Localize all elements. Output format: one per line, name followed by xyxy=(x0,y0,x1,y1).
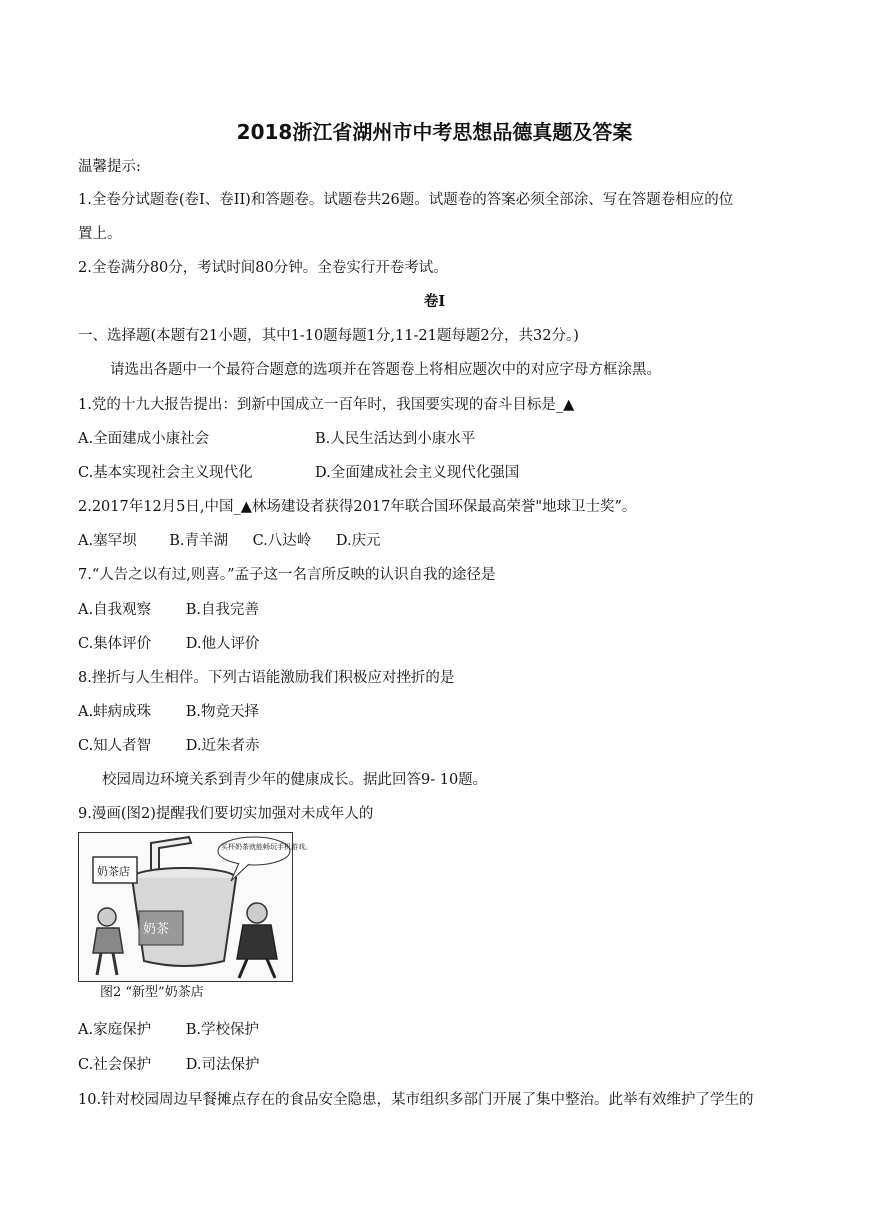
q7-options-row-1 xyxy=(78,600,259,620)
section-title: 卷Ⅰ xyxy=(423,293,446,310)
q9-options-row-2 xyxy=(78,1055,260,1075)
q9-option-d: D.司法保护 xyxy=(185,1057,260,1073)
q8-option-c: C.知人者智 xyxy=(78,738,152,754)
q7-option-b: B.自我完善 xyxy=(185,602,259,618)
cartoon-figure xyxy=(78,832,312,982)
q9-options-row-1 xyxy=(78,1020,259,1040)
q1-option-c: C.基本实现社会主义现代化 xyxy=(78,465,253,481)
q2-option-a: A.塞罕坝 xyxy=(78,533,137,549)
q1-stem: 1.党的十九大报告提出：到新中国成立一百年时，我国要实现的奋斗目标是_▲ xyxy=(78,397,575,413)
q8-option-b: B.物竞天择 xyxy=(185,704,259,720)
q7-option-a: A.自我观察 xyxy=(78,602,152,618)
q9-option-a: A.家庭保护 xyxy=(78,1022,152,1038)
q1-option-a: A.全面建成小康社会 xyxy=(78,431,210,447)
q8-options-row-1 xyxy=(78,702,259,722)
q9-stem: 9.漫画(图2)提醒我们要切实加强对未成年人的 xyxy=(78,806,374,822)
q8-options-row-2 xyxy=(78,736,260,756)
q8-option-a: A.蚌病成珠 xyxy=(78,704,152,720)
q2-option-b: B.青羊湖 xyxy=(169,533,228,549)
q1-option-b: B.人民生活达到小康水平 xyxy=(315,431,476,447)
q7-options-row-2 xyxy=(78,634,260,654)
page-title: 2018浙江省湖州市中考思想品德真题及答案 xyxy=(236,120,633,144)
q1-option-d: D.全面建成社会主义现代化强国 xyxy=(315,465,520,481)
q10-stem: 10.针对校园周边早餐摊点存在的食品安全隐患，某市组织多部门开展了集中整治。此举有效维护了学生的 xyxy=(78,1092,754,1108)
q9-option-c: C.社会保护 xyxy=(78,1057,152,1073)
q2-option-d: D.庆元 xyxy=(335,533,381,549)
q8-stem: 8.挫折与人生相伴。下列古语能激励我们积极应对挫折的是 xyxy=(78,670,455,686)
instruction: 请选出各题中一个最符合题意的选项并在答题卷上将相应题次中的对应字母方框涂黑。 xyxy=(110,362,661,378)
part-1-heading: 一、选择题(本题有21小题，其中1-10题每题1分,11-21题每题2分，共32分。) xyxy=(78,328,579,344)
q7-stem: 7.“人告之以有过,则喜。”孟子这一名言所反映的认识自我的途径是 xyxy=(78,567,496,583)
q8-option-d: D.近朱者赤 xyxy=(185,738,260,754)
note-1-line-1: 1.全卷分试题卷(卷Ⅰ、卷II)和答题卷。试题卷共26题。试题卷的答案必须全部涂、写在答题卷相应的位 xyxy=(78,192,734,208)
cup-label: 奶茶 xyxy=(143,922,170,937)
q2-option-c: C.八达岭 xyxy=(252,533,312,549)
q2-stem: 2.2017年12月5日,中国_▲林场建设者获得2017年联合国环保最高荣誉"地球卫士奖”。 xyxy=(78,499,637,515)
figure-caption: 图2 “新型”奶茶店 xyxy=(100,985,204,1000)
note-1-line-2: 置上。 xyxy=(78,226,122,242)
q7-option-d: D.他人评价 xyxy=(185,636,260,652)
q2-options xyxy=(78,531,381,551)
shop-sign: 奶茶店 xyxy=(97,865,130,878)
speech-bubble-text: 买杯奶茶就能畅玩手机游戏。 xyxy=(221,843,312,851)
cartoon-illustration xyxy=(79,833,312,981)
notice-heading: 温馨提示: xyxy=(78,159,141,175)
note-2: 2.全卷满分80分，考试时间80分钟。全卷实行开卷考试。 xyxy=(78,260,448,276)
context-paragraph: 校园周边环境关系到青少年的健康成长。据此回答9- 10题。 xyxy=(102,772,488,788)
q9-option-b: B.学校保护 xyxy=(185,1022,259,1038)
q7-option-c: C.集体评价 xyxy=(78,636,152,652)
